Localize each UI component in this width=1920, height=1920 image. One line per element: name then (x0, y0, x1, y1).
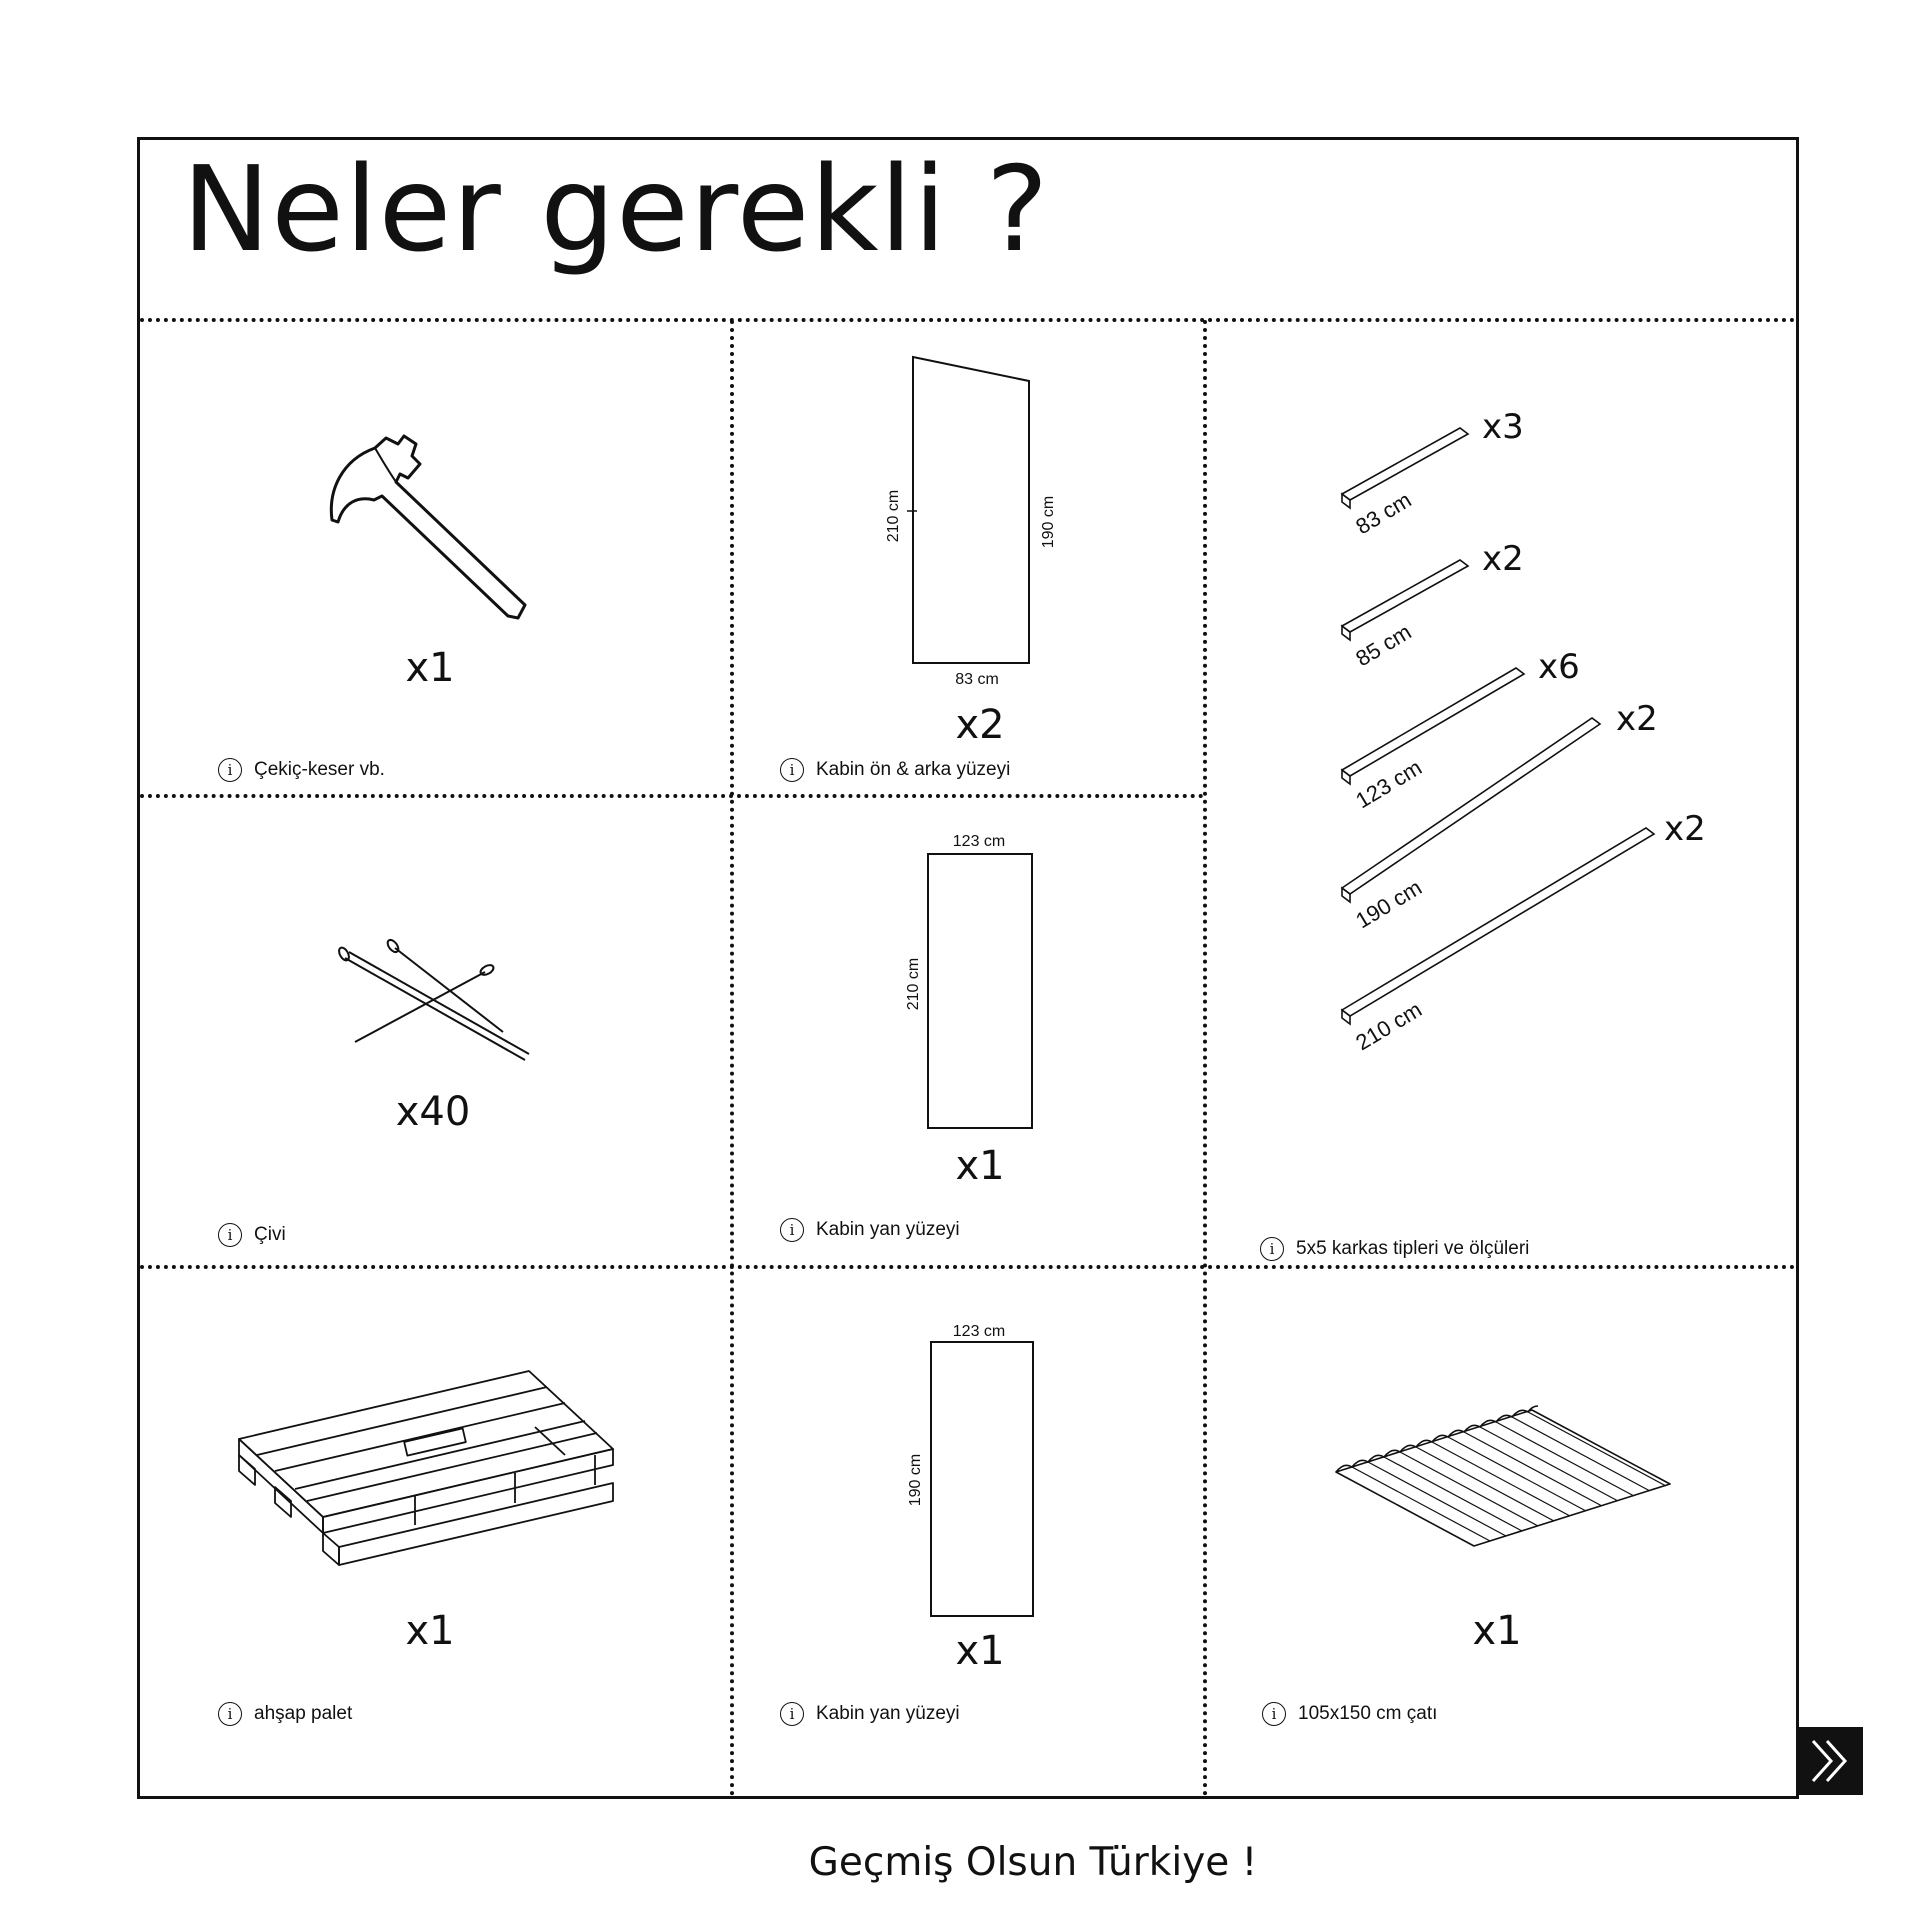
double-chevron-right-icon (1807, 1737, 1853, 1785)
beam-count-85: x2 (1482, 539, 1524, 579)
pallet-caption (218, 1702, 352, 1726)
roof-caption-text: 105x150 cm çatı (1298, 1703, 1438, 1724)
info-icon: i (1262, 1702, 1286, 1726)
info-icon: i (780, 1702, 804, 1726)
grid-divider-row1 (140, 794, 1204, 798)
beam-count-210: x2 (1664, 809, 1706, 849)
side-panel-1-caption-text: Kabin yan yüzeyi (816, 1219, 960, 1240)
page-title: Neler gerekli ? (182, 140, 1050, 278)
beam-label-210: 210 cm (1351, 996, 1427, 1056)
front-panel-height-left: 210 cm (885, 489, 902, 543)
front-panel-caption-text: Kabin ön & arka yüzeyi (816, 759, 1011, 780)
corrugated-roof-icon (1330, 1400, 1680, 1550)
nails-count: x40 (395, 1089, 471, 1135)
pallet-icon (235, 1365, 625, 1585)
grid-divider-col1 (730, 320, 734, 1797)
side-panel-2-height: 190 cm (907, 1453, 924, 1507)
side-panel-1-count: x1 (955, 1143, 1005, 1189)
grid-divider-col2 (1203, 320, 1207, 1797)
side-panel-2-width: 123 cm (952, 1323, 1006, 1340)
beam-label-85: 85 cm (1351, 618, 1416, 672)
beam-count-123: x6 (1538, 647, 1580, 687)
hammer-caption-text: Çekiç-keser vb. (254, 759, 385, 780)
footer-message: Geçmiş Olsun Türkiye ! (808, 1840, 1258, 1885)
roof-count: x1 (1472, 1608, 1522, 1654)
side-panel-1-height: 210 cm (905, 957, 922, 1011)
beams-caption-text: 5x5 karkas tipleri ve ölçüleri (1296, 1238, 1530, 1259)
front-panel-caption (780, 758, 1010, 782)
hammer-count: x1 (405, 645, 455, 691)
beam-label-83: 83 cm (1351, 486, 1416, 540)
info-icon: i (218, 1223, 242, 1247)
front-panel-height-right: 190 cm (1040, 495, 1057, 549)
info-icon: i (780, 1218, 804, 1242)
info-icon: i (780, 758, 804, 782)
grid-divider-header (140, 318, 1796, 322)
info-icon: i (218, 758, 242, 782)
beams-caption (1260, 1237, 1529, 1261)
beam-label-190: 190 cm (1351, 874, 1427, 934)
front-panel-width: 83 cm (955, 671, 999, 688)
roof-caption (1262, 1702, 1437, 1726)
nails-caption-text: Çivi (254, 1224, 286, 1245)
hammer-icon (320, 430, 540, 630)
side-panel-1-width: 123 cm (952, 833, 1006, 850)
beam-label-123: 123 cm (1351, 754, 1427, 814)
beam-count-83: x3 (1482, 407, 1524, 447)
nails-icon (335, 940, 535, 1070)
side-panel-2-caption-text: Kabin yan yüzeyi (816, 1703, 960, 1724)
info-icon: i (218, 1702, 242, 1726)
nails-caption (218, 1223, 286, 1247)
side-panel-1-caption (780, 1218, 960, 1242)
hammer-caption (218, 758, 385, 782)
beam-count-190: x2 (1616, 699, 1658, 739)
side-panel-2-caption (780, 1702, 960, 1726)
side-panel-1-drawing (926, 852, 1036, 1132)
pallet-caption-text: ahşap palet (254, 1703, 353, 1724)
front-panel-count: x2 (955, 702, 1005, 748)
grid-divider-row2 (140, 1265, 1796, 1269)
front-panel-drawing (905, 355, 1035, 665)
info-icon: i (1260, 1237, 1284, 1261)
pallet-count: x1 (405, 1608, 455, 1654)
next-button[interactable] (1797, 1727, 1863, 1795)
side-panel-2-drawing (929, 1340, 1037, 1620)
side-panel-2-count: x1 (955, 1628, 1005, 1674)
